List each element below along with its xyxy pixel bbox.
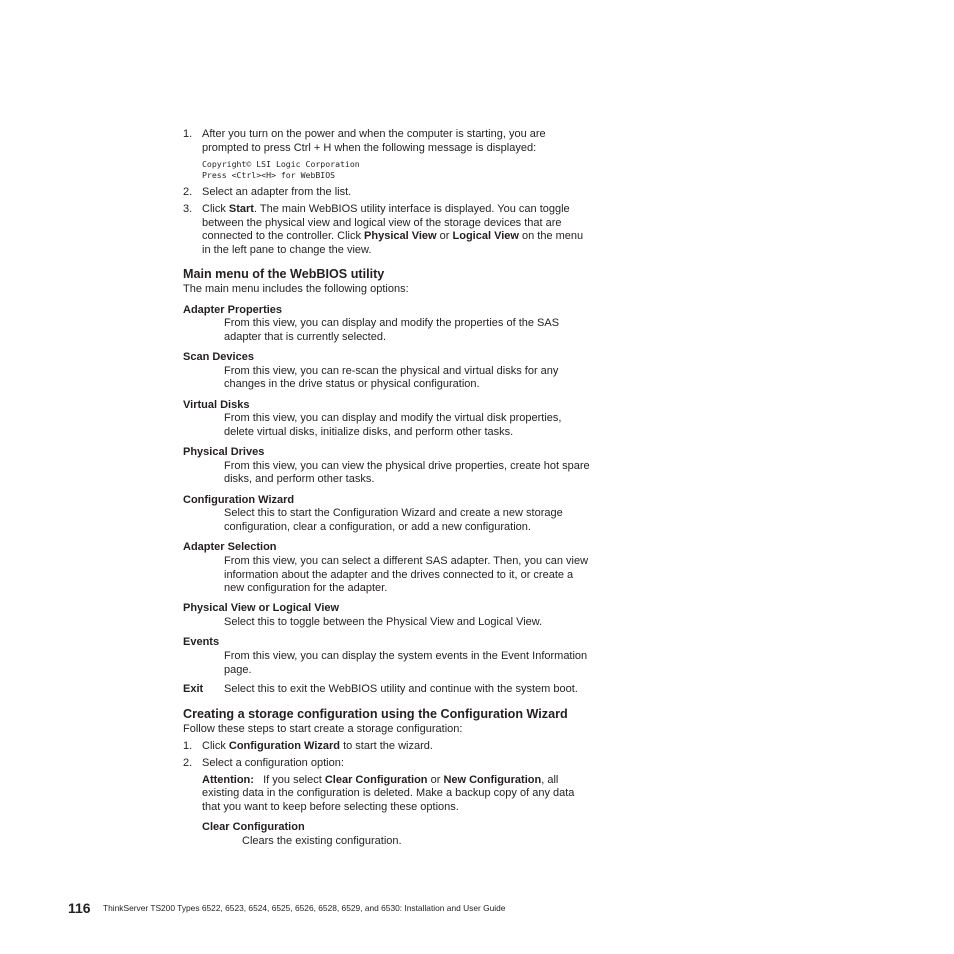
text: Select a configuration option: bbox=[202, 757, 344, 769]
text: page. bbox=[224, 664, 252, 676]
text: Exit bbox=[183, 683, 204, 695]
attention bbox=[202, 786, 574, 800]
step-text bbox=[202, 202, 570, 216]
code-line bbox=[202, 159, 360, 170]
footer-title: ThinkServer TS200 Types 6522, 6523, 6524, 6525, 6526, 6528, 6529, and 6530: Installation and User Guide bbox=[103, 903, 506, 913]
definition bbox=[224, 649, 587, 663]
term bbox=[183, 540, 277, 554]
text: Physical Drives bbox=[183, 446, 265, 458]
text: Events bbox=[183, 636, 220, 648]
bold-text: Clear Configuration bbox=[324, 774, 428, 786]
text: Virtual Disks bbox=[183, 399, 250, 411]
definition bbox=[224, 472, 374, 486]
term bbox=[183, 493, 294, 507]
text: changes in the drive status or physical configuration. bbox=[224, 378, 480, 390]
step-text bbox=[202, 756, 344, 770]
text: prompted to press Ctrl + H when the following message is displayed: bbox=[202, 142, 537, 154]
definition bbox=[224, 364, 558, 378]
text: 2. bbox=[183, 757, 193, 769]
text: or bbox=[436, 230, 453, 242]
attention bbox=[202, 773, 558, 787]
text: From this view, you can view the physical drive properties, create hot spare bbox=[224, 460, 590, 472]
term bbox=[183, 445, 264, 459]
term bbox=[183, 350, 254, 364]
definition bbox=[224, 377, 480, 391]
text: to start the wizard. bbox=[340, 740, 433, 752]
term bbox=[183, 601, 339, 615]
attention bbox=[202, 800, 459, 814]
definition bbox=[224, 568, 573, 582]
definition bbox=[224, 554, 588, 568]
text: Click bbox=[202, 203, 229, 215]
definition bbox=[224, 663, 252, 677]
text: Scan Devices bbox=[183, 351, 254, 363]
text: If you select bbox=[253, 774, 325, 786]
step-number bbox=[183, 756, 192, 770]
step-text bbox=[202, 739, 433, 753]
text: information about the adapter and the drives connected to it, or create a bbox=[224, 569, 574, 581]
text: Physical View or Logical View bbox=[183, 602, 340, 614]
step-text bbox=[202, 127, 546, 141]
definition bbox=[224, 425, 513, 439]
definition bbox=[224, 615, 542, 629]
paragraph bbox=[183, 722, 462, 736]
bold-text: Logical View bbox=[452, 230, 519, 242]
term bbox=[183, 682, 203, 696]
text: After you turn on the power and when the computer is starting, you are bbox=[202, 128, 546, 140]
text: Select an adapter from the list. bbox=[202, 186, 352, 198]
definition bbox=[224, 316, 559, 330]
text: adapter that is currently selected. bbox=[224, 331, 387, 343]
text: connected to the controller. Click bbox=[202, 230, 365, 242]
text: Copyright© LSI Logic Corporation bbox=[202, 158, 360, 169]
definition bbox=[224, 520, 531, 534]
text: Creating a storage configuration using the Configuration Wizard bbox=[183, 707, 568, 721]
text: , all bbox=[541, 774, 559, 786]
text: Adapter Properties bbox=[183, 304, 283, 316]
text: Main menu of the WebBIOS utility bbox=[183, 267, 385, 281]
bold-text: Configuration Wizard bbox=[228, 740, 341, 752]
text: Adapter Selection bbox=[183, 541, 277, 553]
text: Select this to start the Configuration Wizard and create a new storage bbox=[224, 507, 563, 519]
bold-text: Physical View bbox=[364, 230, 437, 242]
text: disks, and perform other tasks. bbox=[224, 473, 375, 485]
step-text bbox=[202, 216, 562, 230]
term bbox=[183, 398, 249, 412]
step-number bbox=[183, 185, 192, 199]
text: configuration, clear a configuration, or add a new configuration. bbox=[224, 521, 531, 533]
step-number bbox=[183, 127, 192, 141]
text: existing data in the configuration is deleted. Make a backup copy of any data bbox=[202, 787, 575, 799]
text: 1. bbox=[183, 740, 193, 752]
text: From this view, you can display and modify the properties of the SAS bbox=[224, 317, 560, 329]
step-text bbox=[202, 243, 371, 257]
text: Click bbox=[202, 740, 229, 752]
text: Select this to exit the WebBIOS utility and continue with the system boot. bbox=[224, 683, 578, 695]
text: 3. bbox=[183, 203, 193, 215]
section-heading bbox=[183, 266, 384, 282]
step-text bbox=[202, 229, 583, 243]
definition bbox=[224, 581, 387, 595]
text: new configuration for the adapter. bbox=[224, 582, 388, 594]
text: 1. bbox=[183, 128, 193, 140]
step-text bbox=[202, 141, 536, 155]
step-number bbox=[183, 202, 192, 216]
term bbox=[202, 820, 305, 834]
text: or bbox=[427, 774, 444, 786]
text: . The main WebBIOS utility interface is displayed. You can toggle bbox=[253, 203, 570, 215]
bold-text: Start bbox=[228, 203, 254, 215]
text: From this view, you can display the system events in the Event Information bbox=[224, 650, 588, 662]
term bbox=[183, 635, 219, 649]
paragraph bbox=[183, 282, 409, 296]
text: Clears the existing configuration. bbox=[242, 835, 402, 847]
step-text bbox=[202, 185, 351, 199]
bold-text: New Configuration bbox=[443, 774, 542, 786]
term bbox=[183, 303, 282, 317]
text: that you want to keep before selecting these options. bbox=[202, 801, 459, 813]
definition bbox=[224, 682, 578, 696]
code-line bbox=[202, 170, 335, 181]
text: Press <Ctrl><H> for WebBIOS bbox=[202, 169, 336, 180]
text: From this view, you can re-scan the physical and virtual disks for any bbox=[224, 365, 559, 377]
definition bbox=[224, 506, 563, 520]
text: From this view, you can select a different SAS adapter. Then, you can view bbox=[224, 555, 589, 567]
section-heading bbox=[183, 706, 568, 722]
text: on the menu bbox=[518, 230, 584, 242]
text: From this view, you can display and modify the virtual disk properties, bbox=[224, 412, 562, 424]
page-number: 116 bbox=[68, 900, 91, 916]
text: 2. bbox=[183, 186, 193, 198]
text: between the physical view and logical view of the storage devices that are bbox=[202, 217, 562, 229]
definition bbox=[242, 834, 402, 848]
text: in the left pane to change the view. bbox=[202, 244, 372, 256]
text: The main menu includes the following options: bbox=[183, 283, 409, 295]
definition bbox=[224, 330, 386, 344]
definition bbox=[224, 411, 561, 425]
text: Follow these steps to start create a storage configuration: bbox=[183, 723, 463, 735]
step-number bbox=[183, 739, 192, 753]
text: Clear Configuration bbox=[202, 821, 305, 833]
text: delete virtual disks, initialize disks, and perform other tasks. bbox=[224, 426, 514, 438]
text: Select this to toggle between the Physical View and Logical View. bbox=[224, 616, 543, 628]
definition bbox=[224, 459, 590, 473]
bold-text: Attention: bbox=[202, 774, 254, 786]
text: Configuration Wizard bbox=[183, 494, 295, 506]
